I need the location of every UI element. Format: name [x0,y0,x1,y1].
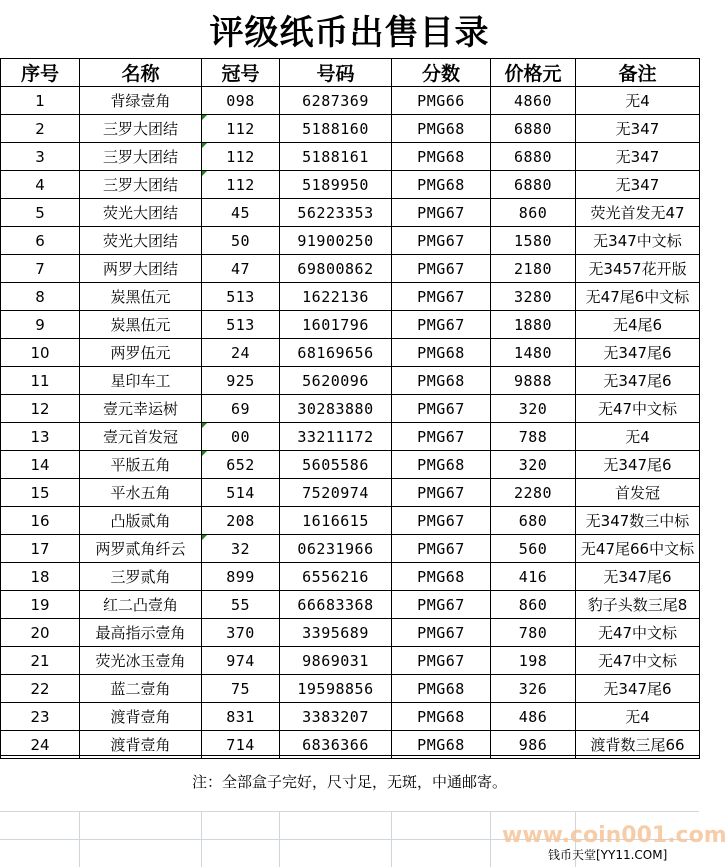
table-row [1,311,700,339]
cell-name: 平版五角 [80,451,202,479]
cell-name: 渡背壹角 [80,731,202,759]
cell-grade: PMG68 [392,563,491,591]
cell-index: 11 [1,367,80,395]
cell-grade: PMG67 [392,423,491,451]
cell-note: 首发冠 [576,479,700,507]
cell-note: 无347 [576,171,700,199]
cell-grade: PMG67 [392,535,491,563]
table-row [1,143,700,171]
catalog-table [0,58,700,759]
cell-index: 24 [1,731,80,759]
cell-note: 无47尾66中文标 [576,535,700,563]
cell-serial: 5188161 [280,143,392,171]
cell-note: 无347 [576,143,700,171]
cell-price: 198 [491,647,576,675]
cell-index: 22 [1,675,80,703]
header-cell-prefix: 冠号 [202,59,280,87]
cell-index: 19 [1,591,80,619]
table-row [1,199,700,227]
header-cell-grade: 分数 [392,59,491,87]
table-row [1,367,700,395]
cell-note: 无347 [576,115,700,143]
cell-comment-marker-icon [202,171,207,176]
cell-grade: PMG67 [392,311,491,339]
cell-index: 5 [1,199,80,227]
cell-grade: PMG67 [392,591,491,619]
cell-prefix: 208 [202,507,280,535]
cell-note: 无47中文标 [576,395,700,423]
table-row [1,87,700,115]
cell-prefix: 098 [202,87,280,115]
cell-prefix: 652 [202,451,280,479]
cell-prefix: 513 [202,311,280,339]
cell-index: 4 [1,171,80,199]
cell-note: 无47中文标 [576,647,700,675]
cell-name: 背绿壹角 [80,87,202,115]
cell-price: 1480 [491,339,576,367]
cell-name: 炭黑伍元 [80,283,202,311]
watermark-site: www.coin001.com [502,823,727,848]
cell-note: 豹子头数三尾8 [576,591,700,619]
cell-prefix: 00 [202,423,280,451]
cell-serial: 1616615 [280,507,392,535]
cell-index: 6 [1,227,80,255]
table-row [1,227,700,255]
cell-serial: 3383207 [280,703,392,731]
cell-comment-marker-icon [202,423,207,428]
cell-price: 9888 [491,367,576,395]
cell-prefix: 112 [202,171,280,199]
cell-serial: 91900250 [280,227,392,255]
table-row [1,703,700,731]
table-row [1,591,700,619]
cell-prefix: 112 [202,143,280,171]
cell-prefix: 47 [202,255,280,283]
cell-note: 无47尾6中文标 [576,283,700,311]
cell-comment-marker-icon [202,451,207,456]
cell-note: 渡背数三尾66 [576,731,700,759]
header-row [1,59,700,87]
cell-prefix: 925 [202,367,280,395]
cell-price: 486 [491,703,576,731]
table-row [1,339,700,367]
cell-name: 渡背壹角 [80,703,202,731]
cell-grade: PMG67 [392,647,491,675]
table-row [1,479,700,507]
cell-note: 无4 [576,423,700,451]
cell-index: 12 [1,395,80,423]
watermark-caption: 钱币天堂[YY11.COM] [548,848,668,862]
cell-note: 无347尾6 [576,451,700,479]
cell-serial: 5188160 [280,115,392,143]
cell-name: 三罗大团结 [80,143,202,171]
cell-serial: 56223353 [280,199,392,227]
cell-price: 860 [491,199,576,227]
cell-price: 560 [491,535,576,563]
table-row [1,563,700,591]
cell-note: 无47中文标 [576,619,700,647]
cell-serial: 19598856 [280,675,392,703]
cell-index: 1 [1,87,80,115]
cell-index: 14 [1,451,80,479]
table-row [1,171,700,199]
cell-name: 炭黑伍元 [80,311,202,339]
cell-prefix: 974 [202,647,280,675]
cell-price: 4860 [491,87,576,115]
cell-index: 18 [1,563,80,591]
header-cell-serial: 号码 [280,59,392,87]
cell-index: 3 [1,143,80,171]
cell-grade: PMG68 [392,171,491,199]
cell-comment-marker-icon [202,143,207,148]
cell-note: 无4尾6 [576,311,700,339]
cell-grade: PMG68 [392,115,491,143]
cell-name: 两罗伍元 [80,339,202,367]
cell-serial: 1622136 [280,283,392,311]
cell-note: 无4 [576,703,700,731]
cell-price: 860 [491,591,576,619]
cell-serial: 5189950 [280,171,392,199]
cell-grade: PMG67 [392,395,491,423]
cell-price: 2280 [491,479,576,507]
table-row [1,395,700,423]
table-row [1,535,700,563]
cell-note: 荧光首发无47 [576,199,700,227]
cell-prefix: 50 [202,227,280,255]
table-row [1,451,700,479]
cell-note: 无347中文标 [576,227,700,255]
cell-name: 壹元首发冠 [80,423,202,451]
cell-grade: PMG67 [392,507,491,535]
cell-serial: 3395689 [280,619,392,647]
header-cell-note: 备注 [576,59,700,87]
cell-index: 9 [1,311,80,339]
cell-prefix: 513 [202,283,280,311]
table-body [1,87,700,759]
cell-name: 荧光冰玉壹角 [80,647,202,675]
cell-name: 星印车工 [80,367,202,395]
cell-comment-marker-icon [202,115,207,120]
cell-note: 无347数三中标 [576,507,700,535]
header-cell-index: 序号 [1,59,80,87]
cell-note: 无347尾6 [576,339,700,367]
cell-grade: PMG67 [392,619,491,647]
cell-prefix: 714 [202,731,280,759]
cell-note: 无4 [576,87,700,115]
cell-grade: PMG67 [392,479,491,507]
cell-index: 15 [1,479,80,507]
cell-grade: PMG67 [392,283,491,311]
cell-name: 平水五角 [80,479,202,507]
table-row [1,115,700,143]
cell-prefix: 32 [202,535,280,563]
cell-price: 986 [491,731,576,759]
cell-grade: PMG68 [392,367,491,395]
cell-prefix: 24 [202,339,280,367]
cell-name: 两罗贰角纤云 [80,535,202,563]
cell-index: 21 [1,647,80,675]
cell-serial: 9869031 [280,647,392,675]
cell-name: 壹元幸运树 [80,395,202,423]
cell-price: 2180 [491,255,576,283]
cell-price: 3280 [491,283,576,311]
cell-prefix: 899 [202,563,280,591]
cell-price: 320 [491,451,576,479]
cell-name: 三罗大团结 [80,115,202,143]
cell-grade: PMG67 [392,227,491,255]
cell-price: 1880 [491,311,576,339]
header-cell-name: 名称 [80,59,202,87]
cell-prefix: 831 [202,703,280,731]
cell-name: 凸版贰角 [80,507,202,535]
cell-grade: PMG68 [392,731,491,759]
cell-index: 8 [1,283,80,311]
table-row [1,619,700,647]
cell-note: 无347尾6 [576,675,700,703]
cell-serial: 33211172 [280,423,392,451]
cell-grade: PMG68 [392,451,491,479]
cell-name: 最高指示壹角 [80,619,202,647]
cell-serial: 06231966 [280,535,392,563]
cell-price: 6880 [491,171,576,199]
cell-price: 320 [491,395,576,423]
cell-serial: 1601796 [280,311,392,339]
cell-name: 两罗大团结 [80,255,202,283]
cell-serial: 68169656 [280,339,392,367]
cell-index: 20 [1,619,80,647]
cell-prefix: 45 [202,199,280,227]
cell-price: 416 [491,563,576,591]
cell-name: 红二凸壹角 [80,591,202,619]
cell-price: 780 [491,619,576,647]
cell-name: 三罗贰角 [80,563,202,591]
cell-serial: 30283880 [280,395,392,423]
cell-grade: PMG68 [392,143,491,171]
table-row [1,675,700,703]
cell-price: 1580 [491,227,576,255]
cell-prefix: 69 [202,395,280,423]
cell-name: 三罗大团结 [80,171,202,199]
page-title: 评级纸币出售目录 [209,12,490,53]
table-row [1,423,700,451]
cell-grade: PMG66 [392,87,491,115]
cell-grade: PMG67 [392,199,491,227]
cell-serial: 5605586 [280,451,392,479]
cell-prefix: 75 [202,675,280,703]
cell-index: 7 [1,255,80,283]
cell-serial: 69800862 [280,255,392,283]
cell-note: 无347尾6 [576,563,700,591]
cell-grade: PMG67 [392,255,491,283]
cell-name: 蓝二壹角 [80,675,202,703]
cell-note: 无3457花开版 [576,255,700,283]
cell-serial: 66683368 [280,591,392,619]
cell-index: 16 [1,507,80,535]
cell-price: 680 [491,507,576,535]
cell-serial: 6556216 [280,563,392,591]
cell-index: 2 [1,115,80,143]
cell-price: 326 [491,675,576,703]
table-row [1,255,700,283]
cell-serial: 6836366 [280,731,392,759]
cell-prefix: 55 [202,591,280,619]
cell-serial: 7520974 [280,479,392,507]
cell-prefix: 112 [202,115,280,143]
header-cell-price: 价格元 [491,59,576,87]
cell-index: 23 [1,703,80,731]
cell-serial: 6287369 [280,87,392,115]
footnote: 注：全部盒子完好，尺寸足，无斑，中通邮寄。 [191,773,507,791]
cell-prefix: 370 [202,619,280,647]
cell-index: 13 [1,423,80,451]
cell-grade: PMG68 [392,675,491,703]
cell-price: 6880 [491,115,576,143]
cell-price: 6880 [491,143,576,171]
cell-index: 17 [1,535,80,563]
table-row [1,283,700,311]
cell-prefix: 514 [202,479,280,507]
cell-comment-marker-icon [202,535,207,540]
cell-price: 788 [491,423,576,451]
cell-grade: PMG68 [392,703,491,731]
cell-name: 荧光大团结 [80,227,202,255]
table-row [1,647,700,675]
cell-note: 无347尾6 [576,367,700,395]
cell-serial: 5620096 [280,367,392,395]
cell-name: 荧光大团结 [80,199,202,227]
cell-index: 10 [1,339,80,367]
cell-grade: PMG68 [392,339,491,367]
table-row [1,507,700,535]
